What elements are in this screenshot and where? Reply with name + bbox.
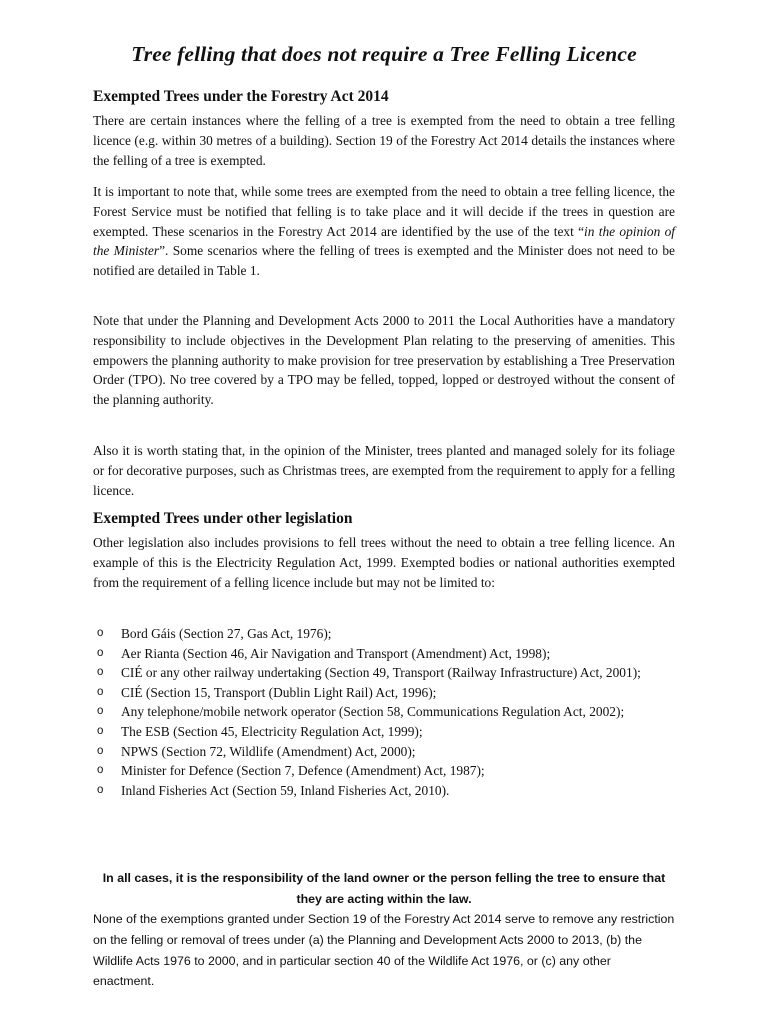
exemption-list-item (93, 644, 675, 664)
section-heading-other-legislation: Exempted Trees under other legislation (93, 510, 353, 527)
exemption-list-item (93, 702, 675, 722)
bullet-icon: o (97, 764, 104, 777)
exemption-text: Bord Gáis (Section 27, Gas Act, 1976); (121, 626, 332, 641)
exemption-list-item (93, 683, 675, 703)
paragraph-notification (93, 182, 675, 281)
exemption-list-item (93, 722, 675, 742)
exemption-text: NPWS (Section 72, Wildlife (Amendment) Act, 2000); (121, 743, 416, 759)
exemption-text: CIÉ or any other railway undertaking (Section 49, Transport (Railway Infrastructure) Act, 2001); (121, 665, 641, 681)
exemption-list-item (93, 624, 675, 644)
bullet-icon: o (97, 685, 104, 698)
paragraph-notification-text-start: It is important to note that, while some trees are exempted from the need to obtain a tree felling licence, the Forest Service must be notified that felling is to take place and it will decide if the trees in question are exempted. These scenarios in the Forestry Act 2014 are identified by the use of the text “ (93, 184, 675, 239)
exemption-list-item (93, 761, 675, 781)
paragraph-other-legislation: Other legislation also includes provisions to fell trees without the need to obtain a tree felling licence. An example of this is the Electricity Regulation Act, 1999. Exempted bodies or national authorities exempted from the requirement of a felling licence include but may not be limited to: (93, 535, 675, 590)
paragraph-exemption-intro: There are certain instances where the felling of a tree is exempted from the need to obtain a tree felling licence (e.g. within 30 metres of a building). Section 19 of the Forestry Act 2014 details the instances where the felling of a tree is exempted. (93, 113, 675, 168)
page-title: Tree felling that does not require a Tree Felling Licence (131, 42, 637, 66)
exemption-text: CIÉ (Section 15, Transport (Dublin Light Rail) Act, 1996); (121, 684, 437, 700)
exemption-list-item (93, 663, 675, 683)
section-heading-forestry-act: Exempted Trees under the Forestry Act 2014 (93, 88, 389, 105)
exemption-text: Minister for Defence (Section 7, Defence (Amendment) Act, 1987); (121, 763, 485, 779)
exemption-list-item (93, 742, 675, 762)
exemption-list (93, 624, 675, 800)
paragraph-notification-text-end: ”. Some scenarios where the felling of trees is exempted and the Minister does not need to be notified are detailed in Table 1. (93, 243, 675, 279)
exemption-text: Inland Fisheries Act (Section 59, Inland Fisheries Act, 2010). (121, 782, 450, 798)
final-paragraph: None of the exemptions granted under Section 19 of the Forestry Act 2014 serve to remove any restriction on the felling or removal of trees under (a) the Planning and Development Acts 2000 to 2013, (b) the Wildlife Acts 1976 to 2000, and in particular section 40 of the Wildlife Act 1976, or (c) any other enactment. (93, 912, 675, 989)
paragraph-planning-tpo: Note that under the Planning and Development Acts 2000 to 2011 the Local Authorities have a mandatory responsibility to include objectives in the Development Plan relating to the preserving of amenities. This empowers the planning authority to make provision for tree preservation by establishing a Tree Preservation Order (TPO). No tree covered by a TPO may be felled, topped, lopped or destroyed without the consent of the planning authority. (93, 313, 675, 408)
bullet-icon: o (97, 646, 104, 659)
bullet-icon: o (97, 627, 104, 639)
paragraph-notification-italic: in the opinion of the Minister (93, 223, 676, 259)
bullet-icon: o (97, 724, 104, 737)
bullet-icon: o (97, 744, 104, 757)
exemption-text: The ESB (Section 45, Electricity Regulation Act, 1999); (121, 723, 423, 739)
exemption-text: Any telephone/mobile network operator (Section 58, Communications Regulation Act, 2002); (121, 704, 625, 720)
responsibility-notice: In all cases, it is the responsibility of the land owner or the person felling the tree to ensure that they are acting within the law. (102, 871, 666, 906)
paragraph-christmas-trees: Also it is worth stating that, in the opinion of the Minister, trees planted and managed solely for its foliage or for decorative purposes, such as Christmas trees, are exempted from the requirement to apply for a felling licence. (93, 443, 675, 498)
exemption-list-item (93, 781, 675, 801)
exemption-text: Aer Rianta (Section 46, Air Navigation and Transport (Amendment) Act, 1998); (121, 645, 551, 661)
bullet-icon: o (97, 783, 104, 796)
bullet-icon: o (97, 666, 104, 679)
bullet-icon: o (97, 705, 104, 718)
